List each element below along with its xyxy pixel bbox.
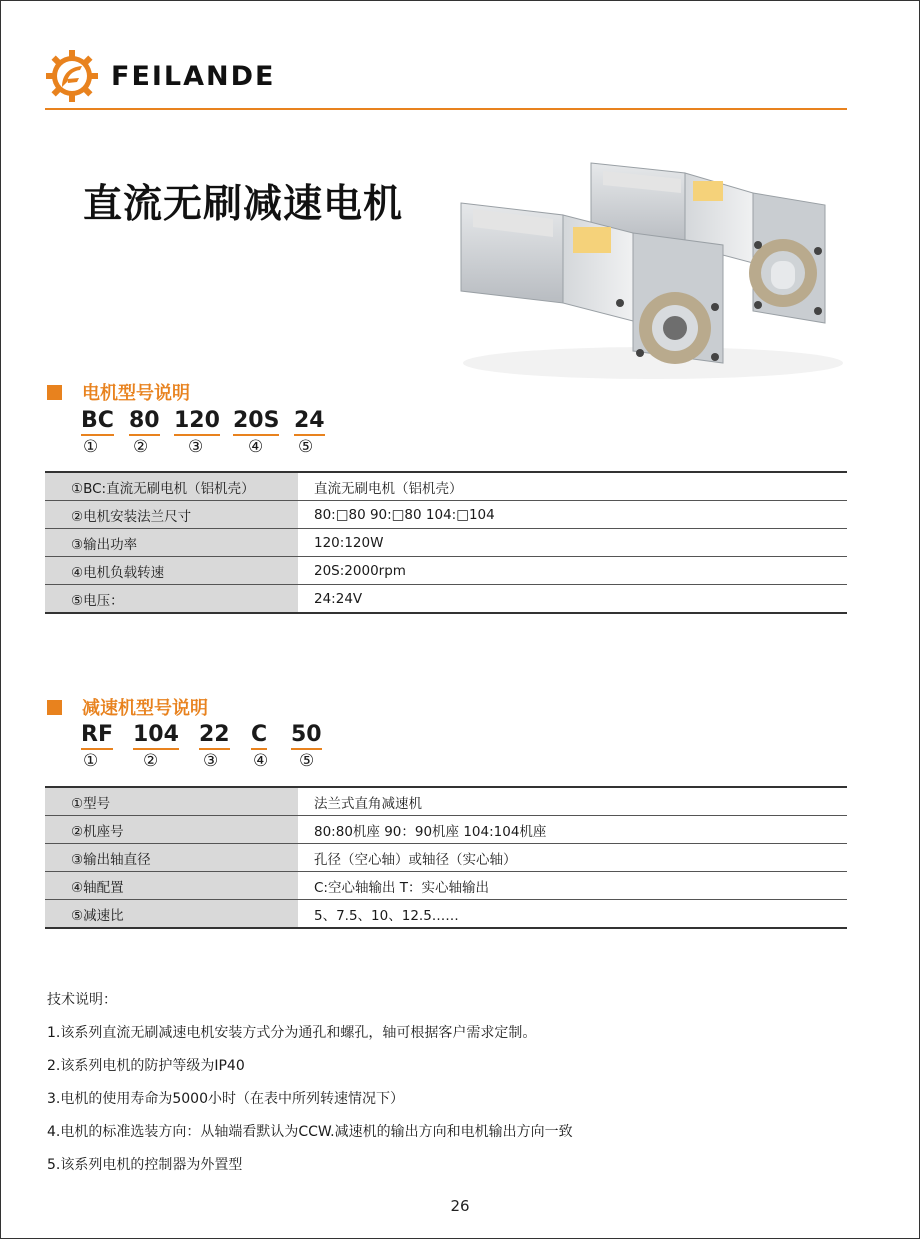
spec-value: 80:□80 90:□80 104:□104 (298, 501, 847, 529)
motor-spec-table (45, 471, 847, 614)
spec-key: ⑤电压： (45, 585, 298, 614)
code-part: 50 (291, 722, 322, 747)
code-part: 80 (129, 408, 160, 433)
code-part: 24 (294, 408, 325, 433)
table-row (45, 787, 847, 816)
reducer-model-heading (47, 694, 208, 720)
spec-key: ④轴配置 (45, 872, 298, 900)
spec-key: ③输出轴直径 (45, 844, 298, 872)
spec-key: ①型号 (45, 787, 298, 816)
code-part: C (251, 722, 268, 747)
note-item: 1.该系列直流无刷减速电机安装方式分为通孔和螺孔，轴可根据客户需求定制。 (47, 1025, 537, 1041)
index-number: ① (83, 751, 99, 771)
spec-value: 24:24V (298, 585, 847, 614)
orange-square-bullet-icon (47, 700, 62, 715)
spec-value: 5、7.5、10、12.5…… (298, 900, 847, 929)
spec-value: 直流无刷电机（铝机壳） (298, 472, 847, 501)
note-item: 3.电机的使用寿命为5000小时（在表中所列转速情况下） (47, 1091, 404, 1107)
index-number: ⑤ (299, 751, 315, 771)
table-row (45, 557, 847, 585)
section-title: 减速机型号说明 (82, 698, 208, 719)
code-part: RF (81, 722, 113, 747)
index-number: ⑤ (298, 437, 314, 457)
motor-model-heading (47, 379, 190, 405)
brand-header (45, 49, 276, 103)
spec-key: ③输出功率 (45, 529, 298, 557)
code-part: 22 (199, 722, 230, 747)
spec-key: ②电机安装法兰尺寸 (45, 501, 298, 529)
reducer-spec-table (45, 786, 847, 929)
table-row (45, 900, 847, 929)
code-part: 104 (133, 722, 179, 747)
spec-value: 20S:2000rpm (298, 557, 847, 585)
index-number: ② (143, 751, 159, 771)
table-row (45, 501, 847, 529)
spec-key: ④电机负载转速 (45, 557, 298, 585)
spec-key: ②机座号 (45, 816, 298, 844)
spec-value: C:空心轴输出 T：实心轴输出 (298, 872, 847, 900)
brand-name: FEILANDE (111, 60, 276, 92)
orange-square-bullet-icon (47, 385, 62, 400)
feilande-gear-logo-icon (45, 49, 99, 103)
spec-value: 孔径（空心轴）或轴径（实心轴） (298, 844, 847, 872)
spec-value: 80:80机座 90：90机座 104:104机座 (298, 816, 847, 844)
table-row (45, 844, 847, 872)
index-number: ③ (188, 437, 204, 457)
index-number: ② (133, 437, 149, 457)
section-title: 电机型号说明 (82, 383, 190, 404)
notes-heading: 技术说明： (47, 992, 117, 1008)
note-item: 2.该系列电机的防护等级为IP40 (47, 1058, 245, 1074)
spec-key: ⑤减速比 (45, 900, 298, 929)
page-title: 直流无刷减速电机 (83, 182, 404, 227)
table-row (45, 472, 847, 501)
spec-key: ①BC:直流无刷电机（铝机壳） (45, 472, 298, 501)
code-part: 120 (174, 408, 220, 433)
spec-value: 法兰式直角减速机 (298, 787, 847, 816)
table-row (45, 872, 847, 900)
technical-notes (47, 989, 573, 1187)
index-number: ④ (253, 751, 269, 771)
index-number: ③ (203, 751, 219, 771)
index-number: ④ (248, 437, 264, 457)
note-item: 4.电机的标准选装方向：从轴端看默认为CCW.减速机的输出方向和电机输出方向一致 (47, 1124, 573, 1140)
table-row (45, 585, 847, 614)
product-photo-gear-motors (453, 153, 853, 385)
code-part: 20S (233, 408, 280, 433)
table-row (45, 529, 847, 557)
table-row (45, 816, 847, 844)
page-number: 26 (450, 1197, 470, 1215)
spec-value: 120:120W (298, 529, 847, 557)
note-item: 5.该系列电机的控制器为外置型 (47, 1157, 243, 1173)
header-divider (45, 108, 847, 110)
code-part: BC (81, 408, 114, 433)
index-number: ① (83, 437, 99, 457)
